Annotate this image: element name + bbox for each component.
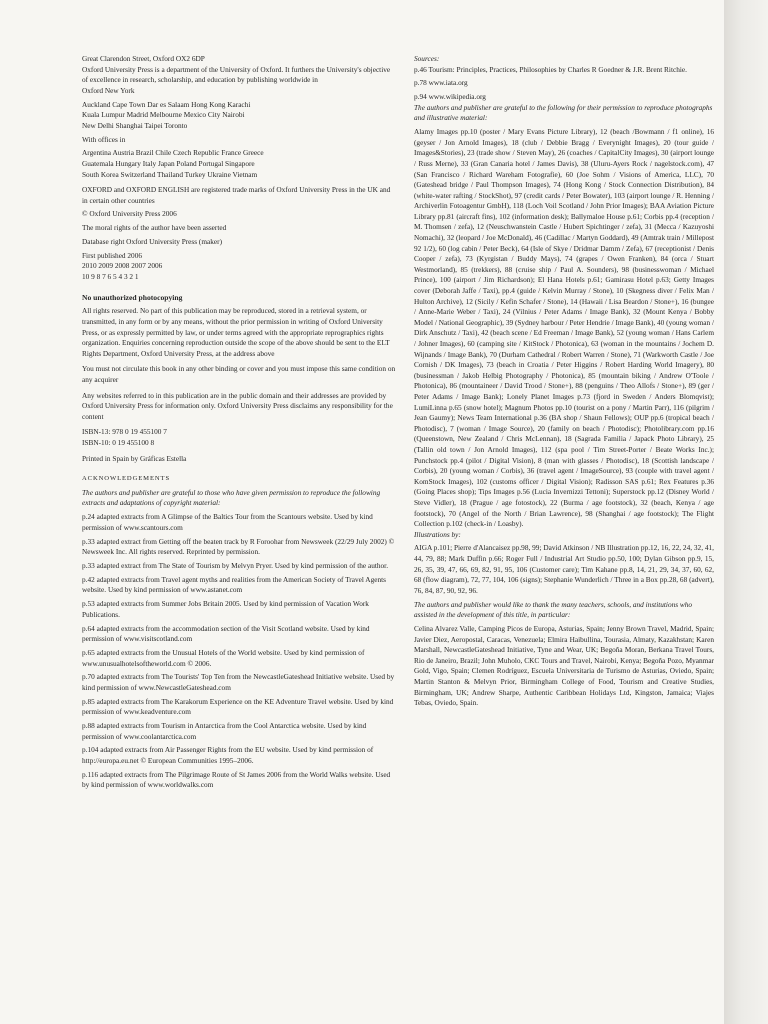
acknowledgements-intro: The authors and publisher are grateful to those who have given permission to reproduce the following extracts and adaptations of copyright material: [82,487,381,508]
countries-line-2: Guatemala Hungary Italy Japan Poland Portugal Singapore [82,158,255,168]
illustration-credits: AIGA p.101; Pierre d'Alancaisez pp.98, 99; David Atkinson / NB Illustration pp.12, 16, 22, 24, 32, 41, 44, 79, 88; Mark Duffin p.66; Roger Full / Industrial Art Studio pp.50, 100; Dylan Gibson pp.9, 15, 26, 35, 39, 47, 66, 69, 82, 91, 95, 106 (Customer care); Tim Kahane pp.8, 14, 21, 29, 34, 37, 60, 62, 68 (flow diagram), 72, 77, 104, 106 (signs); Stephanie Wunderlich / Three in a Box pp.28, 68 (advert), 76, 84, 87, 90, 92, 96. [414,543,714,595]
printed-in: Printed in Spain by Gráficas Estella [82,453,187,463]
database-right: Database right Oxford University Press (maker) [82,237,223,247]
countries-line-3: South Korea Switzerland Thailand Turkey Ukraine Vietnam [82,169,258,179]
page-margin-shadow [724,0,768,1024]
circulate-text: You must not circulate this book in any other binding or cover and you must impose this same condition on any acquirer [82,364,396,384]
countries-line-1: Argentina Austria Brazil Chile Czech Republic France Greece [82,148,264,158]
ack-item: p.70 adapted extracts from The Tourists' Top Ten from the NewcastleGateshead Initiative website. Used by kind permission of www.NewcastleGateshead.com [82,672,395,692]
ack-item: p.65 adapted extracts from the Unusual Hotels of the World website. Used by kind permission of www.unusualhotelsoftheworld.com © 2006. [82,647,365,668]
cities-main: Oxford New York [82,85,135,95]
trademark-notice: OXFORD and OXFORD ENGLISH are registered trade marks of Oxford University Press in the UK and in certain other countries [82,185,391,205]
ack-item: p.24 adapted extracts from A Glimpse of the Baltics Tour from the Scantours website. Used by kind permission of www.scantours.com [82,512,373,532]
right-column [414,54,714,709]
copyright-notice: © Oxford University Press 2006 [82,209,177,219]
first-published: First published 2006 [82,250,142,260]
source-item: p.78 www.iata.org [414,78,468,88]
cities-line-3: New Delhi Shanghai Taipei Toronto [82,120,188,130]
photo-credits-intro: The authors and publisher are grateful to the following for their permission to reproduce photographs and illustrative material: [414,102,713,123]
isbn-13: ISBN-13: 978 0 19 455100 7 [82,427,167,437]
ack-item: p.53 adapted extracts from Summer Jobs Britain 2005. Used by kind permission of Vacation Work Publications. [82,599,369,619]
print-line: 10 9 8 7 6 5 4 3 2 1 [82,272,139,281]
isbn-10: ISBN-10: 0 19 455100 8 [82,437,155,447]
offices-label: With offices in [82,134,126,144]
photo-credits: Alamy Images pp.10 (poster / Mary Evans Picture Library), 12 (beach /Bowmann / f1 online), 16 (geyser / Jon Arnold Images), 18 (club / Debbie Bragg / Everynight Images), 20 (tour guide / Images&Stories), 23 (trade show / Steven May), 26 (coaches / CapitalCity Images), 30 (airport lounge / Russ Merne), 33 (Gran Canaria hotel / James Davis), 38 (Uluru-Ayers Rock / nagelstock.com), 47 (San Francisco / Richard Wareham Fotografie), 60 (Joe Sohm / Visions of America, LLC), 70 (Gateshead bridge / Paul Thompson Images), 74 (Hong Kong / Stock Connection Distribution), 84 (white-water rafting / StockShot), 97 (credit cards / Peter Bowater), 103 (airport lounge / R. Henning / Archiverlin Fotoagentur GmbH), 118 (Loch Voil Scotland / John Prior Images); BAA Aviation Picture Library pp.81 (aircraft fins), 102 (information desk); Ballymaloe House p.61; Corbis pp.4 (reception / M. Thomsen / zefa), 12 (Neuschwanstein Castle / Hubert Spichtinger / zefa), 31 (Mecca / Kazuyoshi Nomachi), 32 (leopard / Joe McDonald), 46 (Cadillac / Martyn Goddard), 49 (Amtrak train / Millepost 92 1/2), 60 (log cabin / Peter Beck), 64 (Isle of Skye / Dridmar Damm / Zefa), 67 (receptionist / Denis Cooper / zefa), 73 (Kyrgistan / Buddy Mays), 74 (grapes / Owen Franken), 84 (orca / Stuart Westmorland), 85 (trekkers), 88 (cruise ship / Paul A. Sounders), 98 (businesswoman / Michael Prince), 100 (airport / Jim Richardson); El Hana Hotels p.61; Gamirasu Hotel p.63; Getty Images cover (Deborah Jaffe / Taxi), pp.4 (guide / Kelvin Murray / Stone), 10 (Skegness diver / Felix Man / Hulton Archive), 12 (Sicily / Kefin Schafer / Stone), 14 (Hawaii / Lisa Beardon / Stone+), 16 (bungee / Anne-Marie Weber / Taxi), 24 (Vilnius / Peter Adams / Image Bank), 32 (Mount Kenya / Bobby Model / National Geographic), 39 (Sydney harbour / Peter Hendrie / Image Bank), 40 (young woman / Dirk Anschutz / Taxi), 42 (beach scene / Ed Freeman / Image Bank), 52 (young woman / Hans Carlem / Johner Images), 60 (camping site / KitStock / Photonica), 63 (woman in the mountains / Jochem D. Wijnands / Image Bank), 70 (Durham Cathedral / Robert Warren / Stone), 71 (Warkworth Castle / Joe Cornish / DK Images), 73 (beach in Croatia / Peter Higgins / Robert Harding World Imagery), 80 (businessman / Jakob Helbig Photography / Photonica), 85 (mountain biking / Andrew O'Toole / Photonica), 86 (mountaineer / David Trood / Stone+), 88 (penguins / Theo Allofs / Stone+), 89 (ger / Peter Adams / Image Bank); Lonely Planet Images p.73 (fjord in Sweden / Anders Blomqvist); LumiLinna p.65 (snow hotel); Magnum Photos pp.10 (tourist on a pony / Martin Parr), 116 (pilgrim / Jean Gaumy); News Team International p.36 (BA shop / Shaun Fellows); OUP pp.6 (tropical beach / Photodisc), 7 (woman / Image Source), 20 (family on beach / Photodisc); Photolibrary.com pp.16 (Queenstown, New Zealand / Chris McLennan), 18 (Sagrada Familia / Japack Photo Library), 25 (Tallin old town / Jon Arnold Images), 112 (spa pool / Tim Street-Porter / Beate Works Inc.); Punchstock pp.4 (pilot / Digital Vision), 8 (man with glasses / Photodisc), 18 (Scottish landscape / Corbis), 20 (young woman / Corbis), 36 (travel agent / ImageSource), 93 (couple with travel agent / KomStock Images), 102 (customs officer / Digital Vision); Radisson SAS p.61; Rex Features p.36 (Going Places shop); Tips Images p.56 (Lucia Invernizzi Tettoni); Superstock pp.12 (Disney World / Steve Vidler), 18 (Prague / age fotostock), 22 (Burma / age footstock), 32 (beach, Kenya / age footstock), 70 (Angel of the North / Brian Lawrence), 98 (Shanghai / age footstock); The Flight Collection p.102 (check-in / Loasby). [414,127,714,529]
ack-item: p.42 adapted extracts from Travel agent myths and realities from the American Society of Travel Agents website. Used by kind permission of www.astanet.com [82,574,386,595]
ack-item: p.33 adapted extract from Getting off the beaten track by R Foroohar from Newsweek (22/29 July 2002) © Newsweek Inc. All rights reserved. Reprinted by permission. [82,536,395,557]
publisher-address: Great Clarendon Street, Oxford OX2 6DP [82,54,205,63]
cities-line-2: Kuala Lumpur Madrid Melbourne Mexico City Nairobi [82,110,245,120]
websites-disclaimer: Any websites referred to in this publication are in the public domain and their addresses are provided by Oxford University Press for information only. Oxford University Press disclaims any responsibility for the content [82,390,393,421]
source-item: p.94 www.wikipedia.org [414,92,486,102]
impression-years: 2010 2009 2008 2007 2006 [82,261,163,271]
cities-line-1: Auckland Cape Town Dar es Salaam Hong Kong Karachi [82,99,251,109]
ack-item: p.104 adapted extracts from Air Passenger Rights from the EU website. Used by kind permission of http://europa.eu.net © European Communities 1995–2006. [82,745,374,765]
ack-item: p.64 adapted extracts from the accommodation section of the Visit Scotland website. Used by kind permission of www.visitscotland.com [82,623,370,644]
thanks-list: Celina Alvarez Valle, Camping Picos de Europa, Asturias, Spain; Jenny Brown Travel, Madrid, Spain; Javier Diez, Aeropostal, Caracas, Venezuela; Elmira Haibullina, Tourasia, Almaty, Kazakhstan; Karen Marshall, NewcastleGateshead Initiative, Tyne and Wear, UK; Begoña Moran, Berkana Travel Tours, Rio de Janeiro, Brazil; John Muholo, CKC Tours and Travel, Nairobi, Kenya; Begoña Pozo, Myanmar Gold, Vigo, Spain; Clemen Rodríguez, Escuela Universitaria de Turismo de Asturias, Oviedo, Spain; Martin Stanton & Melvyn Prior, Birmingham College of Food, Tourism and Creative Studies, Birmingham, UK; Andrew Sharpe, Authentic Caribbean Holidays Ltd, Kingston, Jamaica; Viajes Tebas, Oviedo, Spain. [414,624,714,708]
moral-rights: The moral rights of the author have been asserted [82,223,227,233]
acknowledgements-heading: ACKNOWLEDGEMENTS [82,475,171,483]
ack-item: p.85 adapted extracts from The Karakorum Experience on the KE Adventure Travel website. Used by kind permission of www.keadventure.com [82,696,394,717]
no-photocopy-heading: No unauthorized photocopying [82,292,183,302]
ack-item: p.116 adapted extracts from The Pilgrimage Route of St James 2006 from the World Walks website. Used by kind permission of www.worldwalks.com [82,769,391,790]
sources-heading: Sources: [414,54,440,63]
illustrations-heading: Illustrations by: [414,529,461,539]
ack-item: p.88 adapted extracts from Tourism in Antarctica from the Cool Antarctica website. Used by kind permission of www.coolantarctica.com [82,721,367,741]
source-item: p.46 Tourism: Principles, Practices, Philosophies by Charles R Goedner & J.R. Brent Ritchie. [414,64,687,74]
ack-item: p.33 adapted extract from The State of Tourism by Melvyn Pryer. Used by kind permission of the author. [82,561,389,570]
oup-statement: Oxford University Press is a department of the University of Oxford. It furthers the University's objective of excellence in research, scholarship, and education by publishing worldwide in [82,64,391,85]
rights-text: All rights reserved. No part of this publication may be reproduced, stored in a retrieval system, or transmitted, in any form or by any means, without the prior permission in writing of Oxford University Press, or as expressly permitted by law, or under terms agreed with the appropriate reprographics rights organization. Enquiries concerning reproduction outside the scope of the above should be sent to the ELT Rights Department, Oxford University Press, at the address above [82,306,390,358]
left-column [82,54,396,791]
thanks-intro: The authors and publisher would like to thank the many teachers, schools, and institutions who assisted in the development of this title, in particular: [414,599,693,620]
